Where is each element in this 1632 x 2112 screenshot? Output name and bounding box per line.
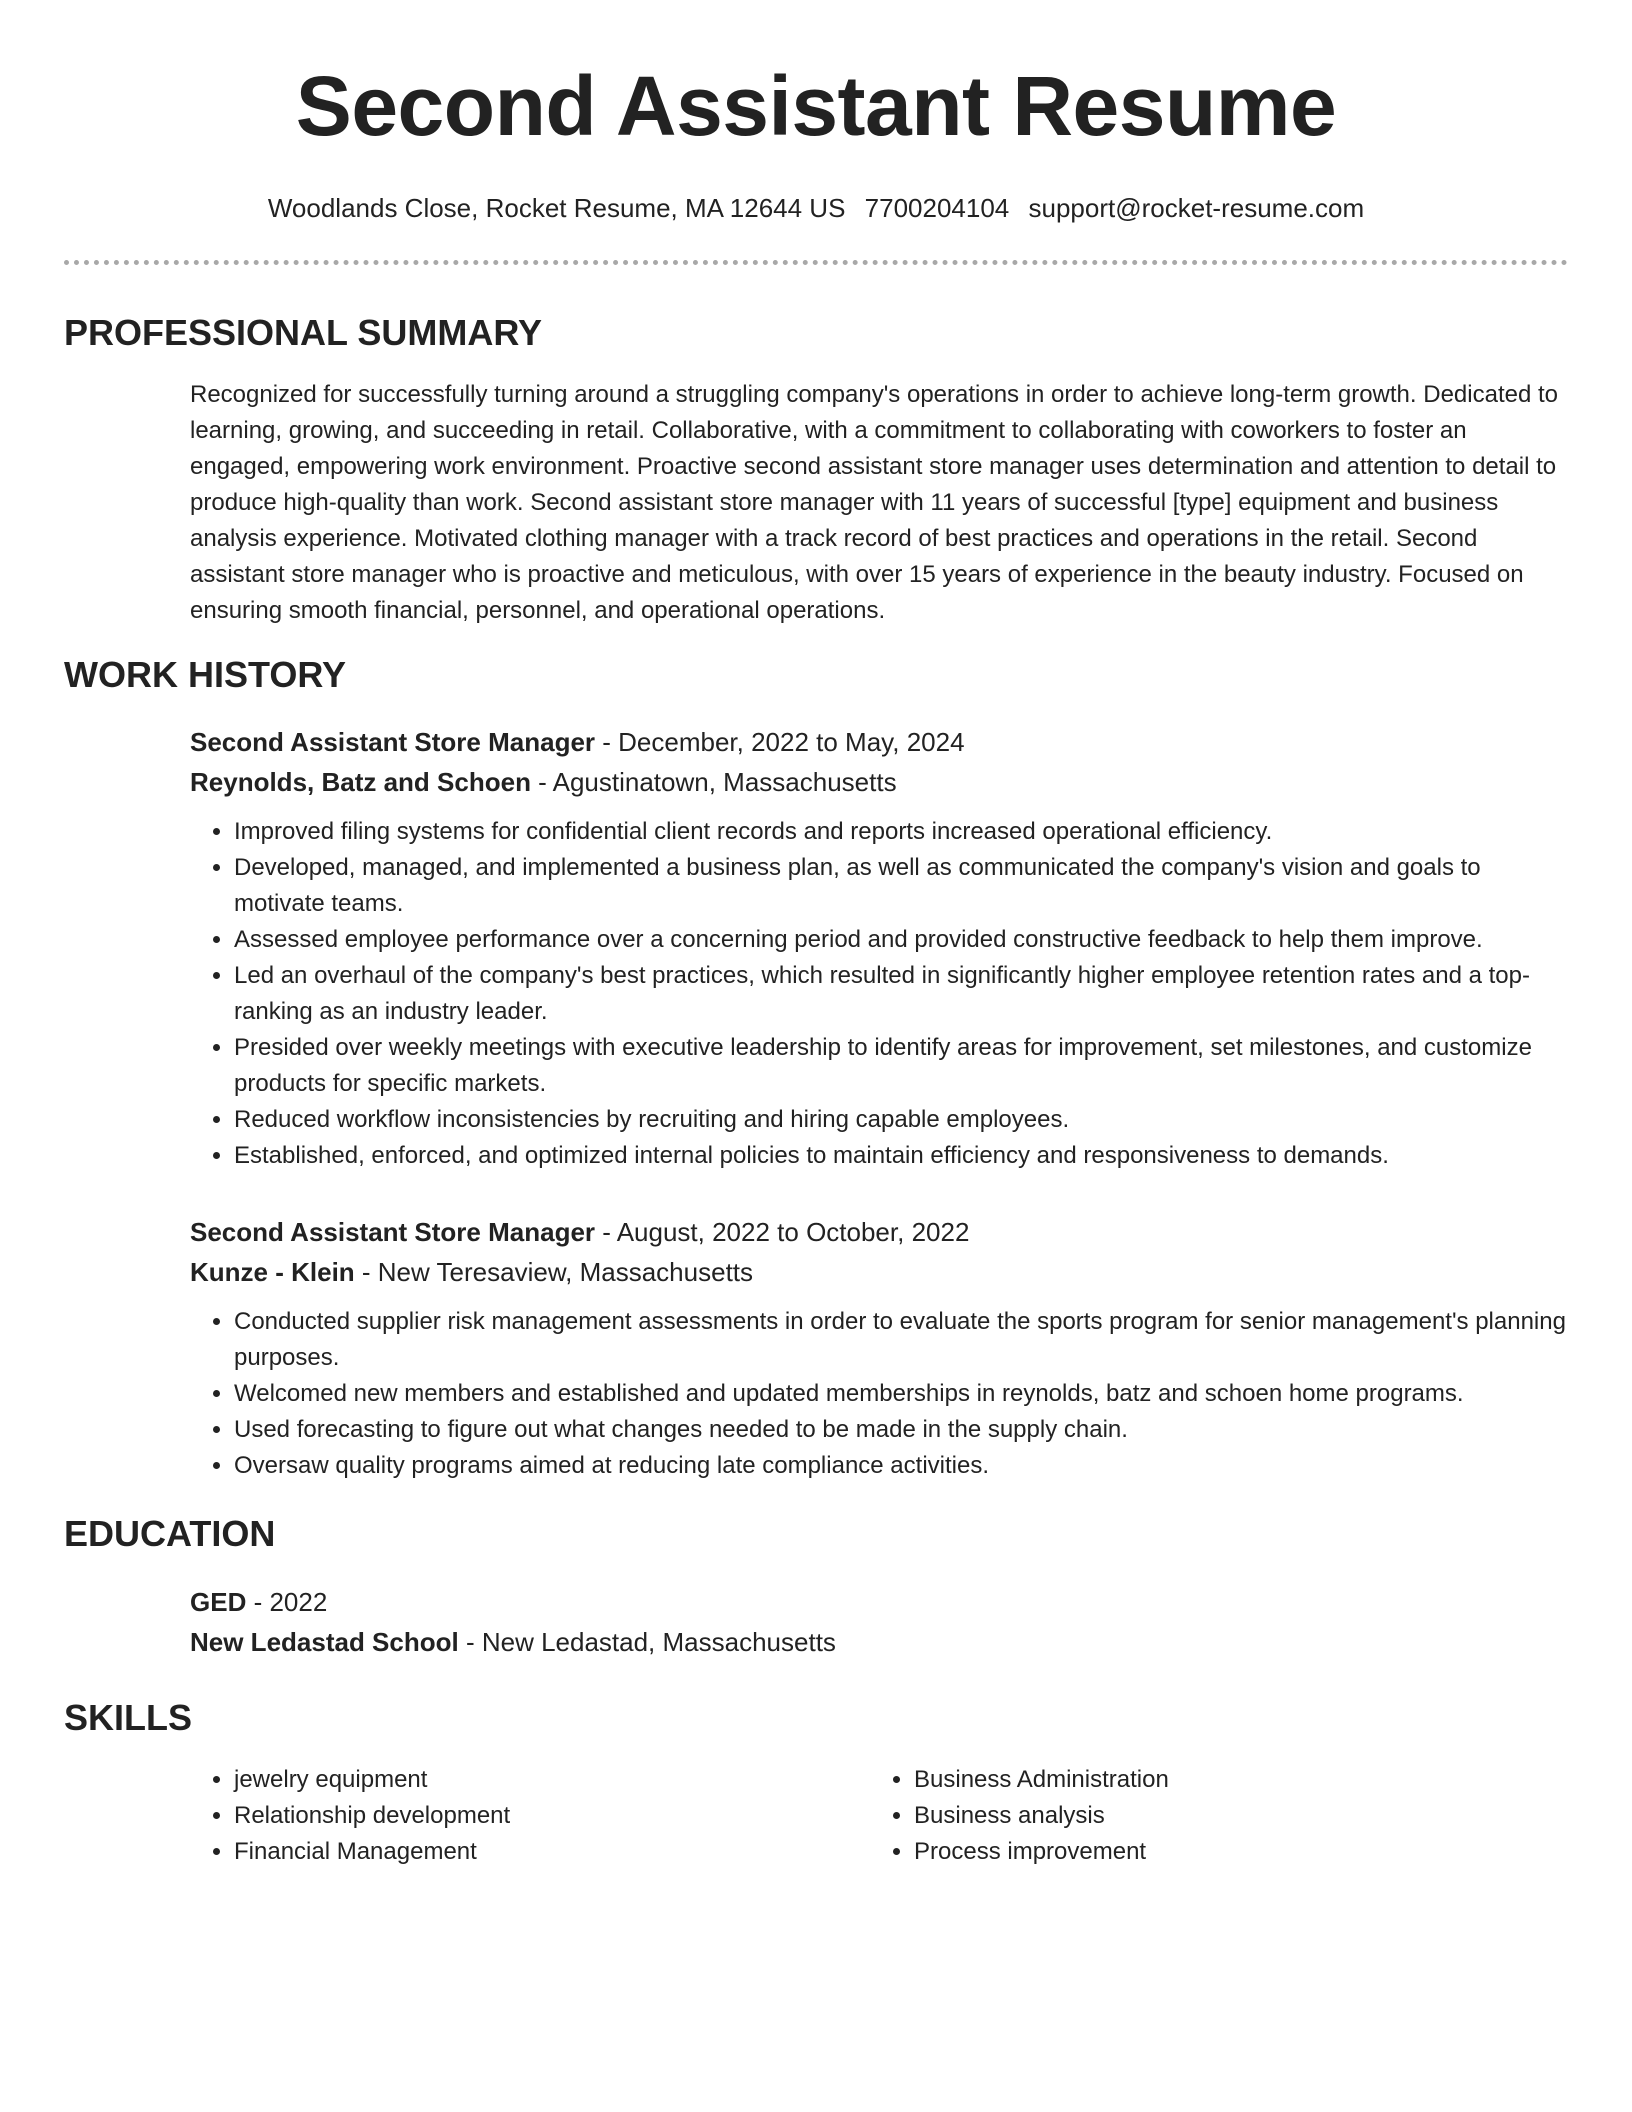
job-company-line xyxy=(190,762,1568,802)
list-item: • Conducted supplier risk management assessments in order to evaluate the sports program for senior management's planning purposes. xyxy=(234,1304,1568,1376)
job-role: Second Assistant Store Manager xyxy=(190,1217,596,1247)
list-item: • Established, enforced, and optimized internal policies to maintain efficiency and responsiveness to demands. xyxy=(234,1138,1568,1174)
job-entry xyxy=(190,722,1568,1174)
job-location: - New Teresaview, Massachusetts xyxy=(354,1257,754,1287)
education-year: - 2022 xyxy=(246,1587,328,1617)
section-title-summary: PROFESSIONAL SUMMARY xyxy=(64,312,543,353)
job-dates: - December, 2022 to May, 2024 xyxy=(595,727,965,757)
list-item: • Presided over weekly meetings with executive leadership to identify areas for improvement, set milestones, and customize products for specific markets. xyxy=(234,1030,1568,1102)
skill-item: • Business Administration xyxy=(914,1762,1550,1798)
list-item: • Improved filing systems for confidential client records and reports increased operational efficiency. xyxy=(234,814,1568,850)
education-degree: GED xyxy=(190,1587,247,1617)
skills-list-right xyxy=(870,1762,1550,1870)
contact-email: support@rocket-resume.com xyxy=(1028,193,1365,223)
list-item: • Oversaw quality programs aimed at reducing late compliance activities. xyxy=(234,1448,1568,1484)
contact-line xyxy=(64,191,1568,225)
skill-item: • Process improvement xyxy=(914,1834,1550,1870)
job-location: - Agustinatown, Massachusetts xyxy=(530,767,897,797)
list-item: • Assessed employee performance over a concerning period and provided constructive feedback to help them improve. xyxy=(234,922,1568,958)
job-company: Reynolds, Batz and Schoen xyxy=(190,767,531,797)
section-title-skills: SKILLS xyxy=(64,1697,193,1738)
job-role: Second Assistant Store Manager xyxy=(190,727,596,757)
education-location: - New Ledastad, Massachusetts xyxy=(458,1627,836,1657)
list-item: • Developed, managed, and implemented a business plan, as well as communicated the company's vision and goals to motivate teams. xyxy=(234,850,1568,922)
job-company: Kunze - Klein xyxy=(190,1257,355,1287)
contact-phone: 7700204104 xyxy=(864,193,1010,223)
section-title-education: EDUCATION xyxy=(64,1513,276,1554)
job-dates: - August, 2022 to October, 2022 xyxy=(595,1217,970,1247)
education-section xyxy=(190,1582,1568,1662)
list-item: • Used forecasting to figure out what changes needed to be made in the supply chain. xyxy=(234,1412,1568,1448)
job-bullets xyxy=(190,1304,1568,1484)
resume-title: Second Assistant Resume xyxy=(295,59,1337,153)
contact-address: Woodlands Close, Rocket Resume, MA 12644 US xyxy=(267,193,846,223)
skill-item: • Business analysis xyxy=(914,1798,1550,1834)
skills-section xyxy=(190,1762,1568,1870)
list-item: • Led an overhaul of the company's best practices, which resulted in significantly higher employee retention rates and a top-ranking as an industry leader. xyxy=(234,958,1568,1030)
job-title-line xyxy=(190,1212,1568,1252)
summary-section xyxy=(190,377,1568,629)
resume-page xyxy=(64,0,1568,1870)
header-divider xyxy=(64,260,1568,265)
skill-item: • jewelry equipment xyxy=(234,1762,870,1798)
list-item: • Reduced workflow inconsistencies by recruiting and hiring capable employees. xyxy=(234,1102,1568,1138)
job-bullets xyxy=(190,814,1568,1174)
skill-item: • Financial Management xyxy=(234,1834,870,1870)
education-degree-line xyxy=(190,1582,1568,1622)
skill-item: • Relationship development xyxy=(234,1798,870,1834)
summary-text: Recognized for successfully turning around a struggling company's operations in order to achieve long-term growth. Dedicated to learning, growing, and succeeding in retail. Collaborative, with a commitment to collaborating with coworkers to foster an engaged, empowering work environment. Proactive second assistant store manager uses determination and attention to detail to produce high-quality than work. Second assistant store manager with 11 years of successful [type] equipment and business analysis experience. Motivated clothing manager with a track record of best practices and operations in the retail. Second assistant store manager who is proactive and meticulous, with over 15 years of experience in the beauty industry. Focused on ensuring smooth financial, personnel, and operational operations. xyxy=(190,381,1558,624)
education-school: New Ledastad School xyxy=(190,1627,459,1657)
skills-list-left xyxy=(190,1762,870,1870)
job-title-line xyxy=(190,722,1568,762)
job-company-line xyxy=(190,1252,1568,1292)
work-history-section xyxy=(190,722,1568,1484)
section-title-work-history: WORK HISTORY xyxy=(64,654,347,695)
list-item: • Welcomed new members and established and updated memberships in reynolds, batz and schoen home programs. xyxy=(234,1376,1568,1412)
job-entry xyxy=(190,1212,1568,1484)
education-school-line xyxy=(190,1622,1568,1662)
